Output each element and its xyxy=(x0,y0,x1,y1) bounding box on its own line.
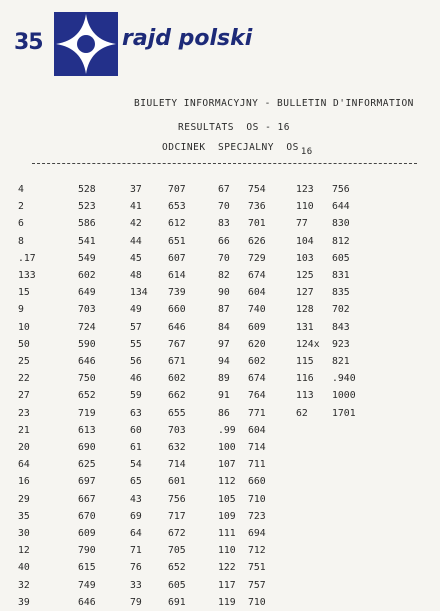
car-number: 90 xyxy=(218,287,230,299)
stage-time: 751 xyxy=(248,562,266,574)
car-number: 127 xyxy=(296,287,314,299)
stage-time: 691 xyxy=(168,596,186,608)
car-number: 100 xyxy=(218,442,236,454)
stage-time: 821 xyxy=(332,356,350,368)
car-number: 29 xyxy=(18,493,30,505)
car-number: .99 xyxy=(218,424,236,436)
logo-number: 35 xyxy=(14,30,43,55)
stage-time: 646 xyxy=(168,321,186,333)
car-number: 91 xyxy=(218,390,230,402)
car-number: 70 xyxy=(218,252,230,264)
stage-time: 703 xyxy=(78,304,96,316)
stage-time: 835 xyxy=(332,287,350,299)
stage-time: 749 xyxy=(78,579,96,591)
stage-time: 690 xyxy=(78,442,96,454)
stage-time: 615 xyxy=(78,562,96,574)
stage-time: 757 xyxy=(248,579,266,591)
car-number: 83 xyxy=(218,218,230,230)
car-number: 60 xyxy=(130,424,142,436)
car-number: 119 xyxy=(218,596,236,608)
stage-time: 790 xyxy=(78,545,96,557)
car-number: 42 xyxy=(130,218,142,230)
car-number: 117 xyxy=(218,579,236,591)
stage-time: 602 xyxy=(168,373,186,385)
car-number: 30 xyxy=(18,528,30,540)
car-number: 103 xyxy=(296,252,314,264)
car-number: 33 xyxy=(130,579,142,591)
car-number: 110 xyxy=(218,545,236,557)
car-number: .17 xyxy=(18,252,36,264)
stage-time: 714 xyxy=(248,442,266,454)
stage-time: 646 xyxy=(78,596,96,608)
stage-time: 660 xyxy=(168,304,186,316)
car-number: 71 xyxy=(130,545,142,557)
car-number: 124x xyxy=(296,338,320,350)
stage-time: 711 xyxy=(248,459,266,471)
stage-time: 771 xyxy=(248,407,266,419)
car-number: 63 xyxy=(130,407,142,419)
car-number: 27 xyxy=(18,390,30,402)
car-number: 56 xyxy=(130,356,142,368)
stage-time: .940 xyxy=(332,373,356,385)
car-number: 9 xyxy=(18,304,24,316)
stage-time: 590 xyxy=(78,338,96,350)
divider xyxy=(32,163,417,164)
car-number: 50 xyxy=(18,338,30,350)
stage-time: 651 xyxy=(168,235,186,247)
rally-logo-emblem xyxy=(54,12,118,76)
stage-time: 739 xyxy=(168,287,186,299)
stage-time: 620 xyxy=(248,338,266,350)
stage-time: 612 xyxy=(168,218,186,230)
car-number: 20 xyxy=(18,442,30,454)
car-number: 70 xyxy=(218,201,230,213)
car-number: 43 xyxy=(130,493,142,505)
car-number: 131 xyxy=(296,321,314,333)
time-column-3 xyxy=(248,181,266,611)
star-emblem-icon xyxy=(54,12,118,76)
car-number: 45 xyxy=(130,252,142,264)
stage-time: 674 xyxy=(248,373,266,385)
car-column-3 xyxy=(218,181,236,611)
stage-time: 703 xyxy=(168,424,186,436)
stage-time: 754 xyxy=(248,184,266,195)
car-column-2 xyxy=(130,181,148,611)
car-number: 116 xyxy=(296,373,314,385)
stage-time: 523 xyxy=(78,201,96,213)
car-column-4 xyxy=(296,181,320,422)
stage-time: 831 xyxy=(332,270,350,282)
stage-time: 750 xyxy=(78,373,96,385)
stage-time: 710 xyxy=(248,493,266,505)
stage-time: 710 xyxy=(248,596,266,608)
car-number: 111 xyxy=(218,528,236,540)
stage-time: 602 xyxy=(78,270,96,282)
car-number: 57 xyxy=(130,321,142,333)
stage-time: 614 xyxy=(168,270,186,282)
car-number: 32 xyxy=(18,579,30,591)
stage-time: 607 xyxy=(168,252,186,264)
car-number: 16 xyxy=(18,476,30,488)
stage-time: 1000 xyxy=(332,390,356,402)
stage-time: 712 xyxy=(248,545,266,557)
car-number: 64 xyxy=(18,459,30,471)
stage-time: 632 xyxy=(168,442,186,454)
stage-time: 609 xyxy=(78,528,96,540)
stage-time: 549 xyxy=(78,252,96,264)
stage-time: 652 xyxy=(168,562,186,574)
stage-time: 674 xyxy=(248,270,266,282)
stage-time: 646 xyxy=(78,356,96,368)
car-number: 4 xyxy=(18,184,24,195)
car-number: 37 xyxy=(130,184,142,195)
stage-time: 717 xyxy=(168,510,186,522)
car-number: 115 xyxy=(296,356,314,368)
time-column-4 xyxy=(332,181,356,422)
stage-time: 586 xyxy=(78,218,96,230)
car-number: 41 xyxy=(130,201,142,213)
car-number: 2 xyxy=(18,201,24,213)
stage-time: 719 xyxy=(78,407,96,419)
car-number: 22 xyxy=(18,373,30,385)
car-number: 46 xyxy=(130,373,142,385)
stage-time: 697 xyxy=(78,476,96,488)
stage-time: 830 xyxy=(332,218,350,230)
stage-time: 605 xyxy=(168,579,186,591)
stage-number: 16 xyxy=(300,147,313,157)
car-number: 112 xyxy=(218,476,236,488)
stage-time: 723 xyxy=(248,510,266,522)
car-number: 113 xyxy=(296,390,314,402)
stage-time: 740 xyxy=(248,304,266,316)
time-column-1 xyxy=(78,181,96,611)
car-number: 97 xyxy=(218,338,230,350)
car-number: 39 xyxy=(18,596,30,608)
car-number: 49 xyxy=(130,304,142,316)
stage-time: 667 xyxy=(78,493,96,505)
stage-time: 605 xyxy=(332,252,350,264)
car-number: 89 xyxy=(218,373,230,385)
car-number: 64 xyxy=(130,528,142,540)
stage-label: ODCINEK SPECJALNY OS xyxy=(162,142,299,153)
car-number: 23 xyxy=(18,407,30,419)
car-number: 77 xyxy=(296,218,308,230)
car-number: 25 xyxy=(18,356,30,368)
stage-time: 528 xyxy=(78,184,96,195)
car-number: 67 xyxy=(218,184,230,195)
car-number: 87 xyxy=(218,304,230,316)
results-line: RESULTATS OS - 16 xyxy=(178,122,290,133)
stage-time: 764 xyxy=(248,390,266,402)
car-number: 122 xyxy=(218,562,236,574)
stage-time: 701 xyxy=(248,218,266,230)
stage-time: 707 xyxy=(168,184,186,195)
car-number: 79 xyxy=(130,596,142,608)
stage-time: 767 xyxy=(168,338,186,350)
stage-time: 655 xyxy=(168,407,186,419)
stage-time: 604 xyxy=(248,424,266,436)
car-number: 125 xyxy=(296,270,314,282)
stage-time: 702 xyxy=(332,304,350,316)
car-number: 109 xyxy=(218,510,236,522)
car-number: 134 xyxy=(130,287,148,299)
stage-time: 660 xyxy=(248,476,266,488)
stage-time: 812 xyxy=(332,235,350,247)
car-number: 82 xyxy=(218,270,230,282)
stage-time: 729 xyxy=(248,252,266,264)
stage-time: 652 xyxy=(78,390,96,402)
stage-time: 672 xyxy=(168,528,186,540)
stage-time: 609 xyxy=(248,321,266,333)
stage-time: 843 xyxy=(332,321,350,333)
car-number: 86 xyxy=(218,407,230,419)
stage-time: 601 xyxy=(168,476,186,488)
car-number: 15 xyxy=(18,287,30,299)
car-number: 21 xyxy=(18,424,30,436)
car-number: 35 xyxy=(18,510,30,522)
car-number: 66 xyxy=(218,235,230,247)
car-number: 128 xyxy=(296,304,314,316)
car-number: 10 xyxy=(18,321,30,333)
car-column-1 xyxy=(18,181,36,611)
stage-time: 756 xyxy=(168,493,186,505)
car-number: 105 xyxy=(218,493,236,505)
stage-time: 923 xyxy=(332,338,350,350)
car-number: 44 xyxy=(130,235,142,247)
logo-name: rajd polski xyxy=(122,26,253,51)
car-number: 69 xyxy=(130,510,142,522)
car-number: 94 xyxy=(218,356,230,368)
car-number: 59 xyxy=(130,390,142,402)
stage-time: 541 xyxy=(78,235,96,247)
car-number: 40 xyxy=(18,562,30,574)
stage-time: 670 xyxy=(78,510,96,522)
car-number: 107 xyxy=(218,459,236,471)
stage-time: 625 xyxy=(78,459,96,471)
car-number: 48 xyxy=(130,270,142,282)
car-number: 84 xyxy=(218,321,230,333)
car-number: 55 xyxy=(130,338,142,350)
stage-time: 736 xyxy=(248,201,266,213)
car-number: 123 xyxy=(296,184,314,195)
stage-time: 705 xyxy=(168,545,186,557)
stage-time: 724 xyxy=(78,321,96,333)
car-number: 54 xyxy=(130,459,142,471)
stage-time: 604 xyxy=(248,287,266,299)
car-number: 12 xyxy=(18,545,30,557)
stage-time: 649 xyxy=(78,287,96,299)
stage-time: 653 xyxy=(168,201,186,213)
car-number: 62 xyxy=(296,407,308,419)
stage-time: 613 xyxy=(78,424,96,436)
stage-time: 644 xyxy=(332,201,350,213)
stage-line xyxy=(162,142,440,157)
stage-time: 1701 xyxy=(332,407,356,419)
car-number: 6 xyxy=(18,218,24,230)
stage-time: 626 xyxy=(248,235,266,247)
car-number: 76 xyxy=(130,562,142,574)
stage-time: 694 xyxy=(248,528,266,540)
stage-time: 662 xyxy=(168,390,186,402)
time-column-2 xyxy=(168,181,186,611)
stage-time: 714 xyxy=(168,459,186,471)
car-number: 110 xyxy=(296,201,314,213)
stage-time: 602 xyxy=(248,356,266,368)
car-number: 65 xyxy=(130,476,142,488)
car-number: 61 xyxy=(130,442,142,454)
car-number: 133 xyxy=(18,270,36,282)
stage-time: 671 xyxy=(168,356,186,368)
car-number: 104 xyxy=(296,235,314,247)
stage-time: 756 xyxy=(332,184,350,195)
bulletin-title: BIULETY INFORMACYJNY - BULLETIN D'INFORMATION xyxy=(134,98,414,109)
car-number: 8 xyxy=(18,235,24,247)
